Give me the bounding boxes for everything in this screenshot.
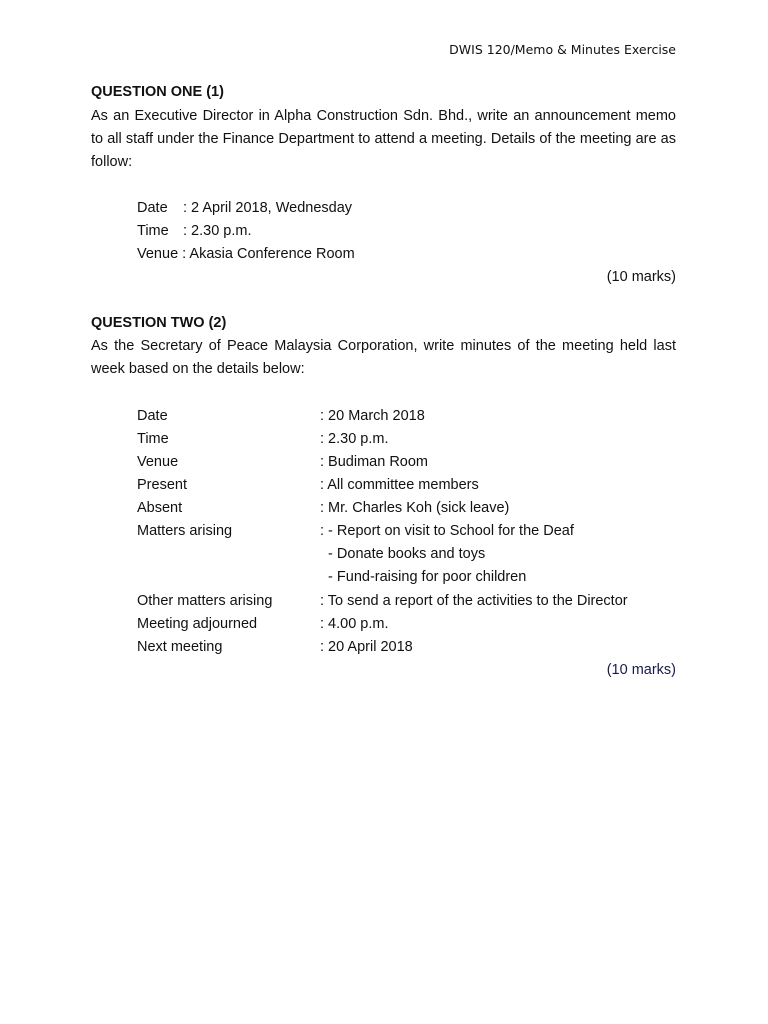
q2-text: As the Secretary of Peace Malaysia Corporation, write minutes of the meeting held last week based on the details below: [91,338,676,378]
q1-text: As an Executive Director in Alpha Construction Sdn. Bhd., write an announcement memo to all staff under the Finance Department to attend a meeting. Details of the meeting are as follow: [91,108,676,171]
q1-detail-value: : Akasia Conference Room [182,246,355,262]
q1-detail-venue [137,243,355,266]
q2-detail-label: Present [137,477,187,493]
q2-heading: QUESTION TWO (2) [91,315,227,331]
q2-detail-label: Next meeting [137,639,223,655]
q1-detail-time [137,220,252,243]
q2-detail-value: : Budiman Room [320,454,428,470]
q2-detail-value: : All committee members [320,477,479,493]
q1-detail-label: Time [137,223,169,239]
q2-detail-value: : 20 March 2018 [320,408,425,424]
q2-detail-label: Matters arising [137,523,233,539]
document-header: DWIS 120/Memo & Minutes Exercise [449,42,676,57]
q1-marks: (10 marks) [606,269,676,285]
q2-detail-value: - Fund-raising for poor children [320,569,527,585]
q2-detail-value: : 4.00 p.m. [320,616,389,632]
q2-detail-label: Date [137,408,168,424]
q1-detail-label: Date [137,200,168,216]
q2-detail-label: Other matters arising [137,593,273,609]
q2-detail-label: Time [137,431,169,447]
q2-detail-value: : Mr. Charles Koh (sick leave) [320,500,510,516]
q2-detail-label: Absent [137,500,183,516]
q1-detail-value: : 2.30 p.m. [183,223,252,239]
q1-detail-label: Venue [137,246,179,262]
q2-detail-value: - Donate books and toys [320,546,486,562]
q2-detail-value: : To send a report of the activities to the Director [320,593,628,609]
q2-detail-label: Meeting adjourned [137,616,258,632]
q2-detail-value: : 20 April 2018 [320,639,413,655]
q1-heading: QUESTION ONE (1) [91,84,224,100]
q1-detail-date [137,197,352,220]
q2-detail-value: : 2.30 p.m. [320,431,389,447]
q1-detail-value: : 2 April 2018, Wednesday [183,200,353,216]
q2-marks: (10 marks) [606,662,676,678]
q2-detail-label: Venue [137,454,179,470]
q2-detail-value: : - Report on visit to School for the Deaf [320,523,574,539]
